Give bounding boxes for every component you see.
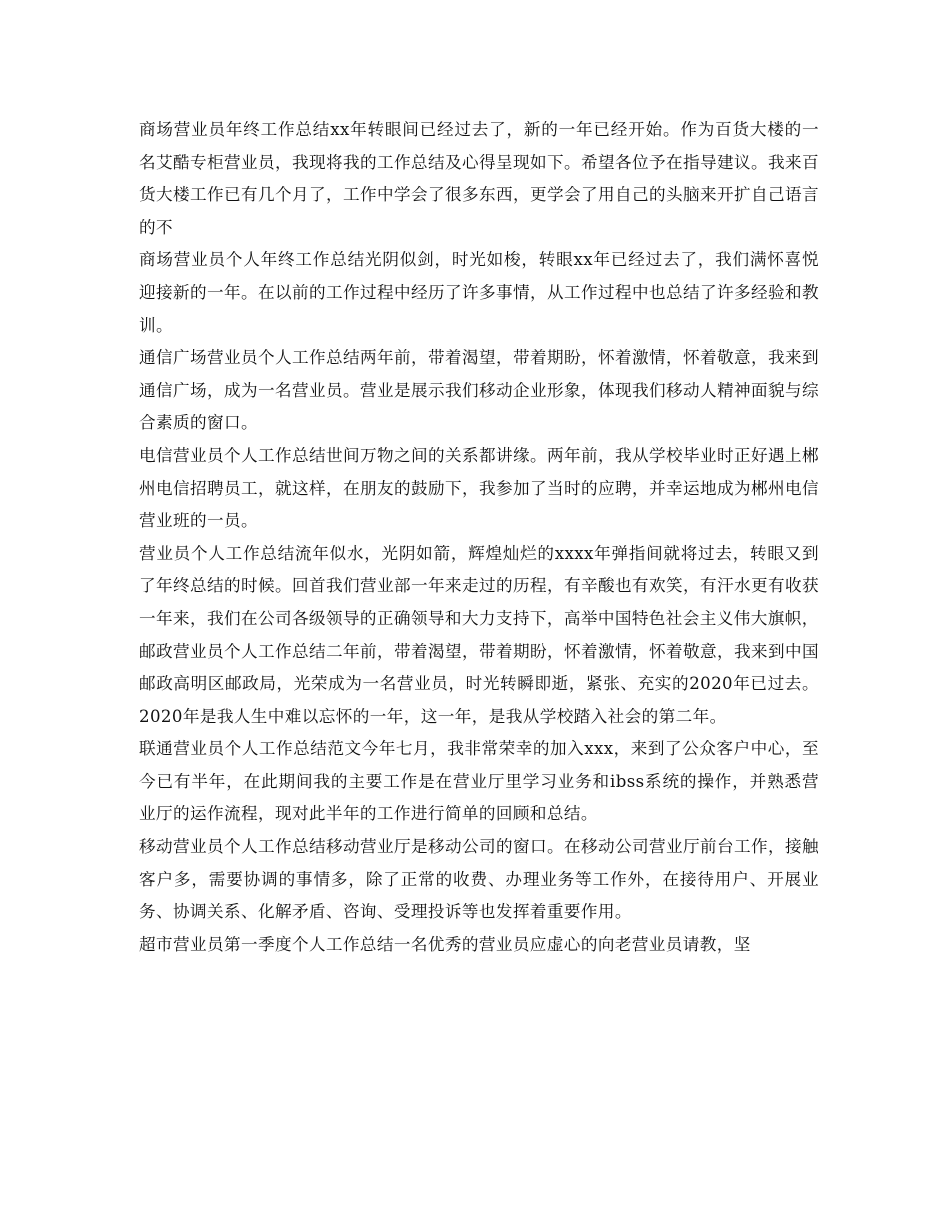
paragraph-sales-staff-summary: 营业员个人工作总结流年似水，光阴如箭，辉煌灿烂的xxxx年弹指间就将过去，转眼又到了年终总结的时候。回首我们营业部一年来走过的历程，有辛酸也有欢笑，有汗水更有收获一年来，我们在公司各级领导的正确领导和大力支持下，高举中国特色社会主义伟大旗帜， <box>139 543 819 628</box>
paragraph-postal-summary: 邮政营业员个人工作总结二年前，带着渴望，带着期盼，怀着激情，怀着敬意，我来到中国邮政高明区邮政局，光荣成为一名营业员，时光转瞬即逝，紧张、充实的2020年已过去。2020年是我人生中难以忘怀的一年，这一年，是我从学校踏入社会的第二年。 <box>139 641 819 726</box>
paragraph-mall-personal-summary: 商场营业员个人年终工作总结光阴似剑，时光如梭，转眼xx年已经过去了，我们满怀喜悦迎接新的一年。在以前的工作过程中经历了许多事情，从工作过程中也总结了许多经验和教训。 <box>139 250 819 335</box>
paragraph-supermarket-summary: 超市营业员第一季度个人工作总结一名优秀的营业员应虚心的向老营业员请教，坚 <box>139 934 751 954</box>
paragraph-mobile-summary: 移动营业员个人工作总结移动营业厅是移动公司的窗口。在移动公司营业厅前台工作，接触客户多，需要协调的事情多，除了正常的收费、办理业务等工作外，在接待用户、开展业务、协调关系、化解矛盾、咨询、受理投诉等也发挥着重要作用。 <box>139 837 819 922</box>
paragraph-telecom-summary: 电信营业员个人工作总结世间万物之间的关系都讲缘。两年前，我从学校毕业时正好遇上郴州电信招聘员工，就这样，在朋友的鼓励下，我参加了当时的应聘，并幸运地成为郴州电信营业班的一员。 <box>139 445 819 531</box>
paragraph-telecom-plaza-summary: 通信广场营业员个人工作总结两年前，带着渴望，带着期盼，怀着激情，怀着敬意，我来到通信广场，成为一名营业员。营业是展示我们移动企业形象，体现我们移动人精神面貌与综合素质的窗口。 <box>139 348 819 433</box>
document-body <box>139 114 819 961</box>
paragraph-mall-year-end-summary: 商场营业员年终工作总结xx年转眼间已经过去了，新的一年已经开始。作为百货大楼的一名艾酷专柜营业员，我现将我的工作总结及心得呈现如下。希望各位予在指导建议。我来百货大楼工作已有几个月了，工作中学会了很多东西，更学会了用自己的头脑来开扩自己语言的不 <box>139 120 819 237</box>
paragraph-unicom-summary: 联通营业员个人工作总结范文今年七月，我非常荣幸的加入xxx，来到了公众客户中心，至今已有半年，在此期间我的主要工作是在营业厅里学习业务和ibss系统的操作，并熟悉营业厅的运作流程，现对此半年的工作进行简单的回顾和总结。 <box>139 739 819 824</box>
